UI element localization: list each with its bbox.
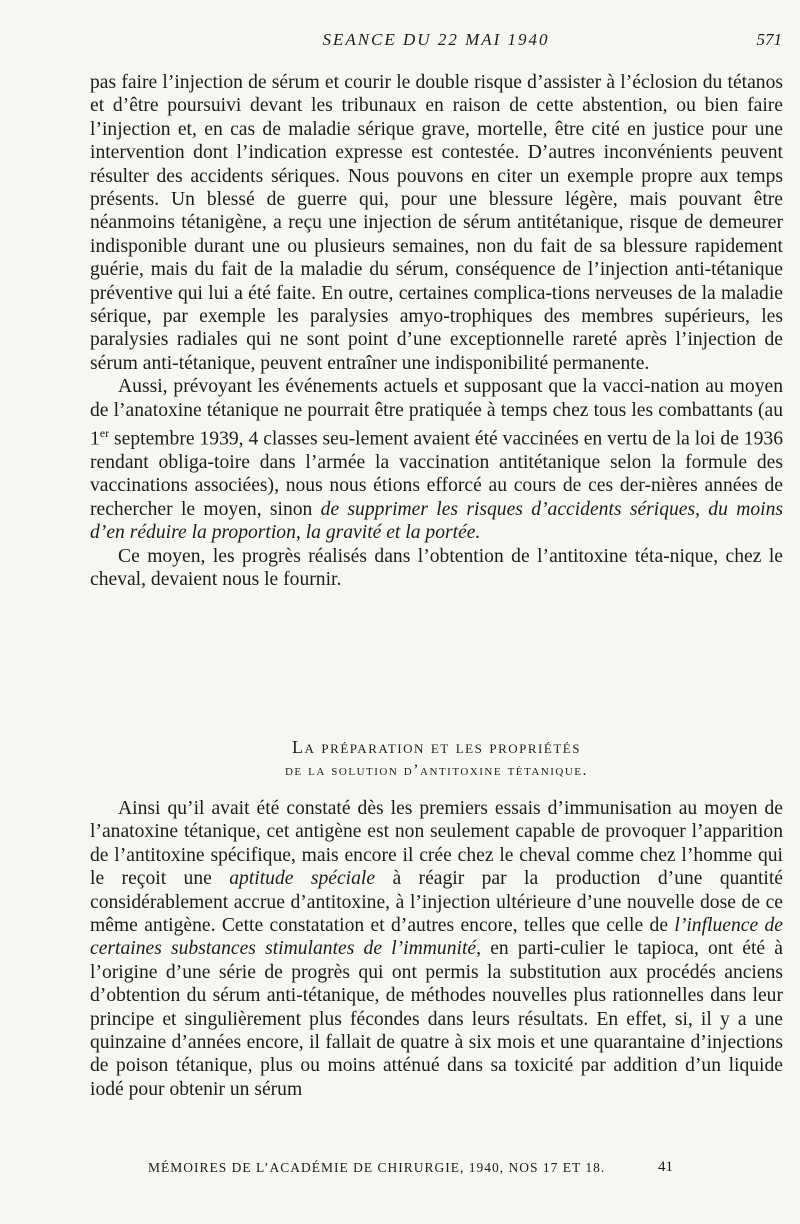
paragraph-2-italic: de supprimer les risques d’accidents sériques, du moins d’en réduire la proportion, la gravité et la portée. (90, 498, 784, 544)
paragraph-2-text-b: septembre 1939, 4 classes seu-lement avaient été vaccinées en vertu de la loi de 1936 rendant obliga-toire dans l’armée la vaccination antitétanique selon la formule des vaccinations associées), nous nous étions efforcé au cours de ces der-nières années de rechercher le moyen, sinon (90, 428, 783, 520)
paragraph-3: Ce moyen, les progrès réalisés dans l’obtention de l’antitoxine téta-nique, chez le cheval, devaient nous le fournir. (90, 545, 783, 591)
header-page-number: 571 (756, 30, 782, 49)
body-text-bottom (90, 797, 783, 1101)
paragraph-4 (90, 797, 783, 1101)
paragraph-4-text-c: , en parti-culier le tapioca, ont été à l’origine d’une série de progrès qui ont permis la substitution aux procédés anciens d’obtention du sérum anti-tétanique, de méthodes nouvelles plus rationnelles dans leur principe et singulièrement plus fécondes dans leurs résultats. En effet, si, il y a une quinzaine d’années encore, il fallait de quatre à six mois et une quarantaine d’injections de poison tétanique, plus ou moins atténué dans sa toxicité par addition d’un liquide iodé pour obtenir un sérum (90, 938, 783, 1100)
paragraph-2-text-a: Aussi, prévoyant les événements actuels et supposant que la vacci-nation au moyen de l’anatoxine tétanique ne pourrait être pratiquée à temps chez tous les combattants (au 1 (90, 376, 783, 450)
paragraph-2-superscript: er (99, 426, 110, 441)
running-header (90, 30, 782, 56)
paragraph-2 (90, 375, 783, 544)
body-text-top (90, 71, 783, 591)
section-heading-line-2: de la solution d’antitoxine tétanique. (284, 762, 589, 779)
paragraph-1: pas faire l’injection de sérum et courir le double risque d’assister à l’éclosion du tétanos et d’être poursuivi devant les tribunaux en raison de cette abstention, ou bien faire l’injection et, en cas de maladie sérique grave, mortelle, être cité en justice pour une intervention dont l’indication expresse est contestée. D’autres inconvénients peuvent résulter des accidents sériques. Nous pouvons en citer un exemple propre aux temps présents. Un blessé de guerre qui, pour une blessure légère, mais pouvant être néanmoins tétanigène, a reçu une injection de sérum antitétanique, risque de demeurer indisponible durant une ou plusieurs semaines, non du fait de sa blessure rapidement guérie, mais du fait de la maladie du sérum, conséquence de l’injection anti-tétanique préventive qui lui a été faite. En outre, certaines complica-tions nerveuses de la maladie sérique, par exemple les paralysies amyo-trophiques des membres supérieurs, les paralysies radiales qui ne sont point d’une exceptionnelle rareté après l’injection de sérum anti-tétanique, peuvent entraîner une indisponibilité permanente. (90, 72, 783, 374)
footer-citation: MÉMOIRES DE L’ACADÉMIE DE CHIRURGIE, 1940, NOS 17 ET 18. (148, 1160, 606, 1175)
section-heading-line-1: La préparation et les propriétés (292, 737, 581, 757)
paragraph-4-text-a: Ainsi qu’il avait été constaté dès les premiers essais d’immunisation au moyen de l’anatoxine tétanique, cet antigène est non seulement capable de provoquer l’apparition de l’antitoxine spécifique, mais encore il crée chez le cheval comme chez l’homme qui le reçoit une (90, 798, 783, 890)
footer-page-number: 41 (658, 1159, 673, 1175)
paragraph-4-italic-2: l’influence de certaines substances stimulantes de l’immunité (90, 915, 783, 960)
section-heading (90, 735, 783, 783)
header-title: SEANCE DU 22 MAI 1940 (322, 30, 550, 49)
paragraph-4-italic-1: aptitude spéciale (229, 868, 376, 890)
paragraph-4-text-b: à réagir par la production d’une quantité considérablement accrue d’antitoxine, à l’injection ultérieure d’une nouvelle dose de ce même antigène. Cette constatation et d’autres encore, telles que celle de (90, 868, 783, 937)
